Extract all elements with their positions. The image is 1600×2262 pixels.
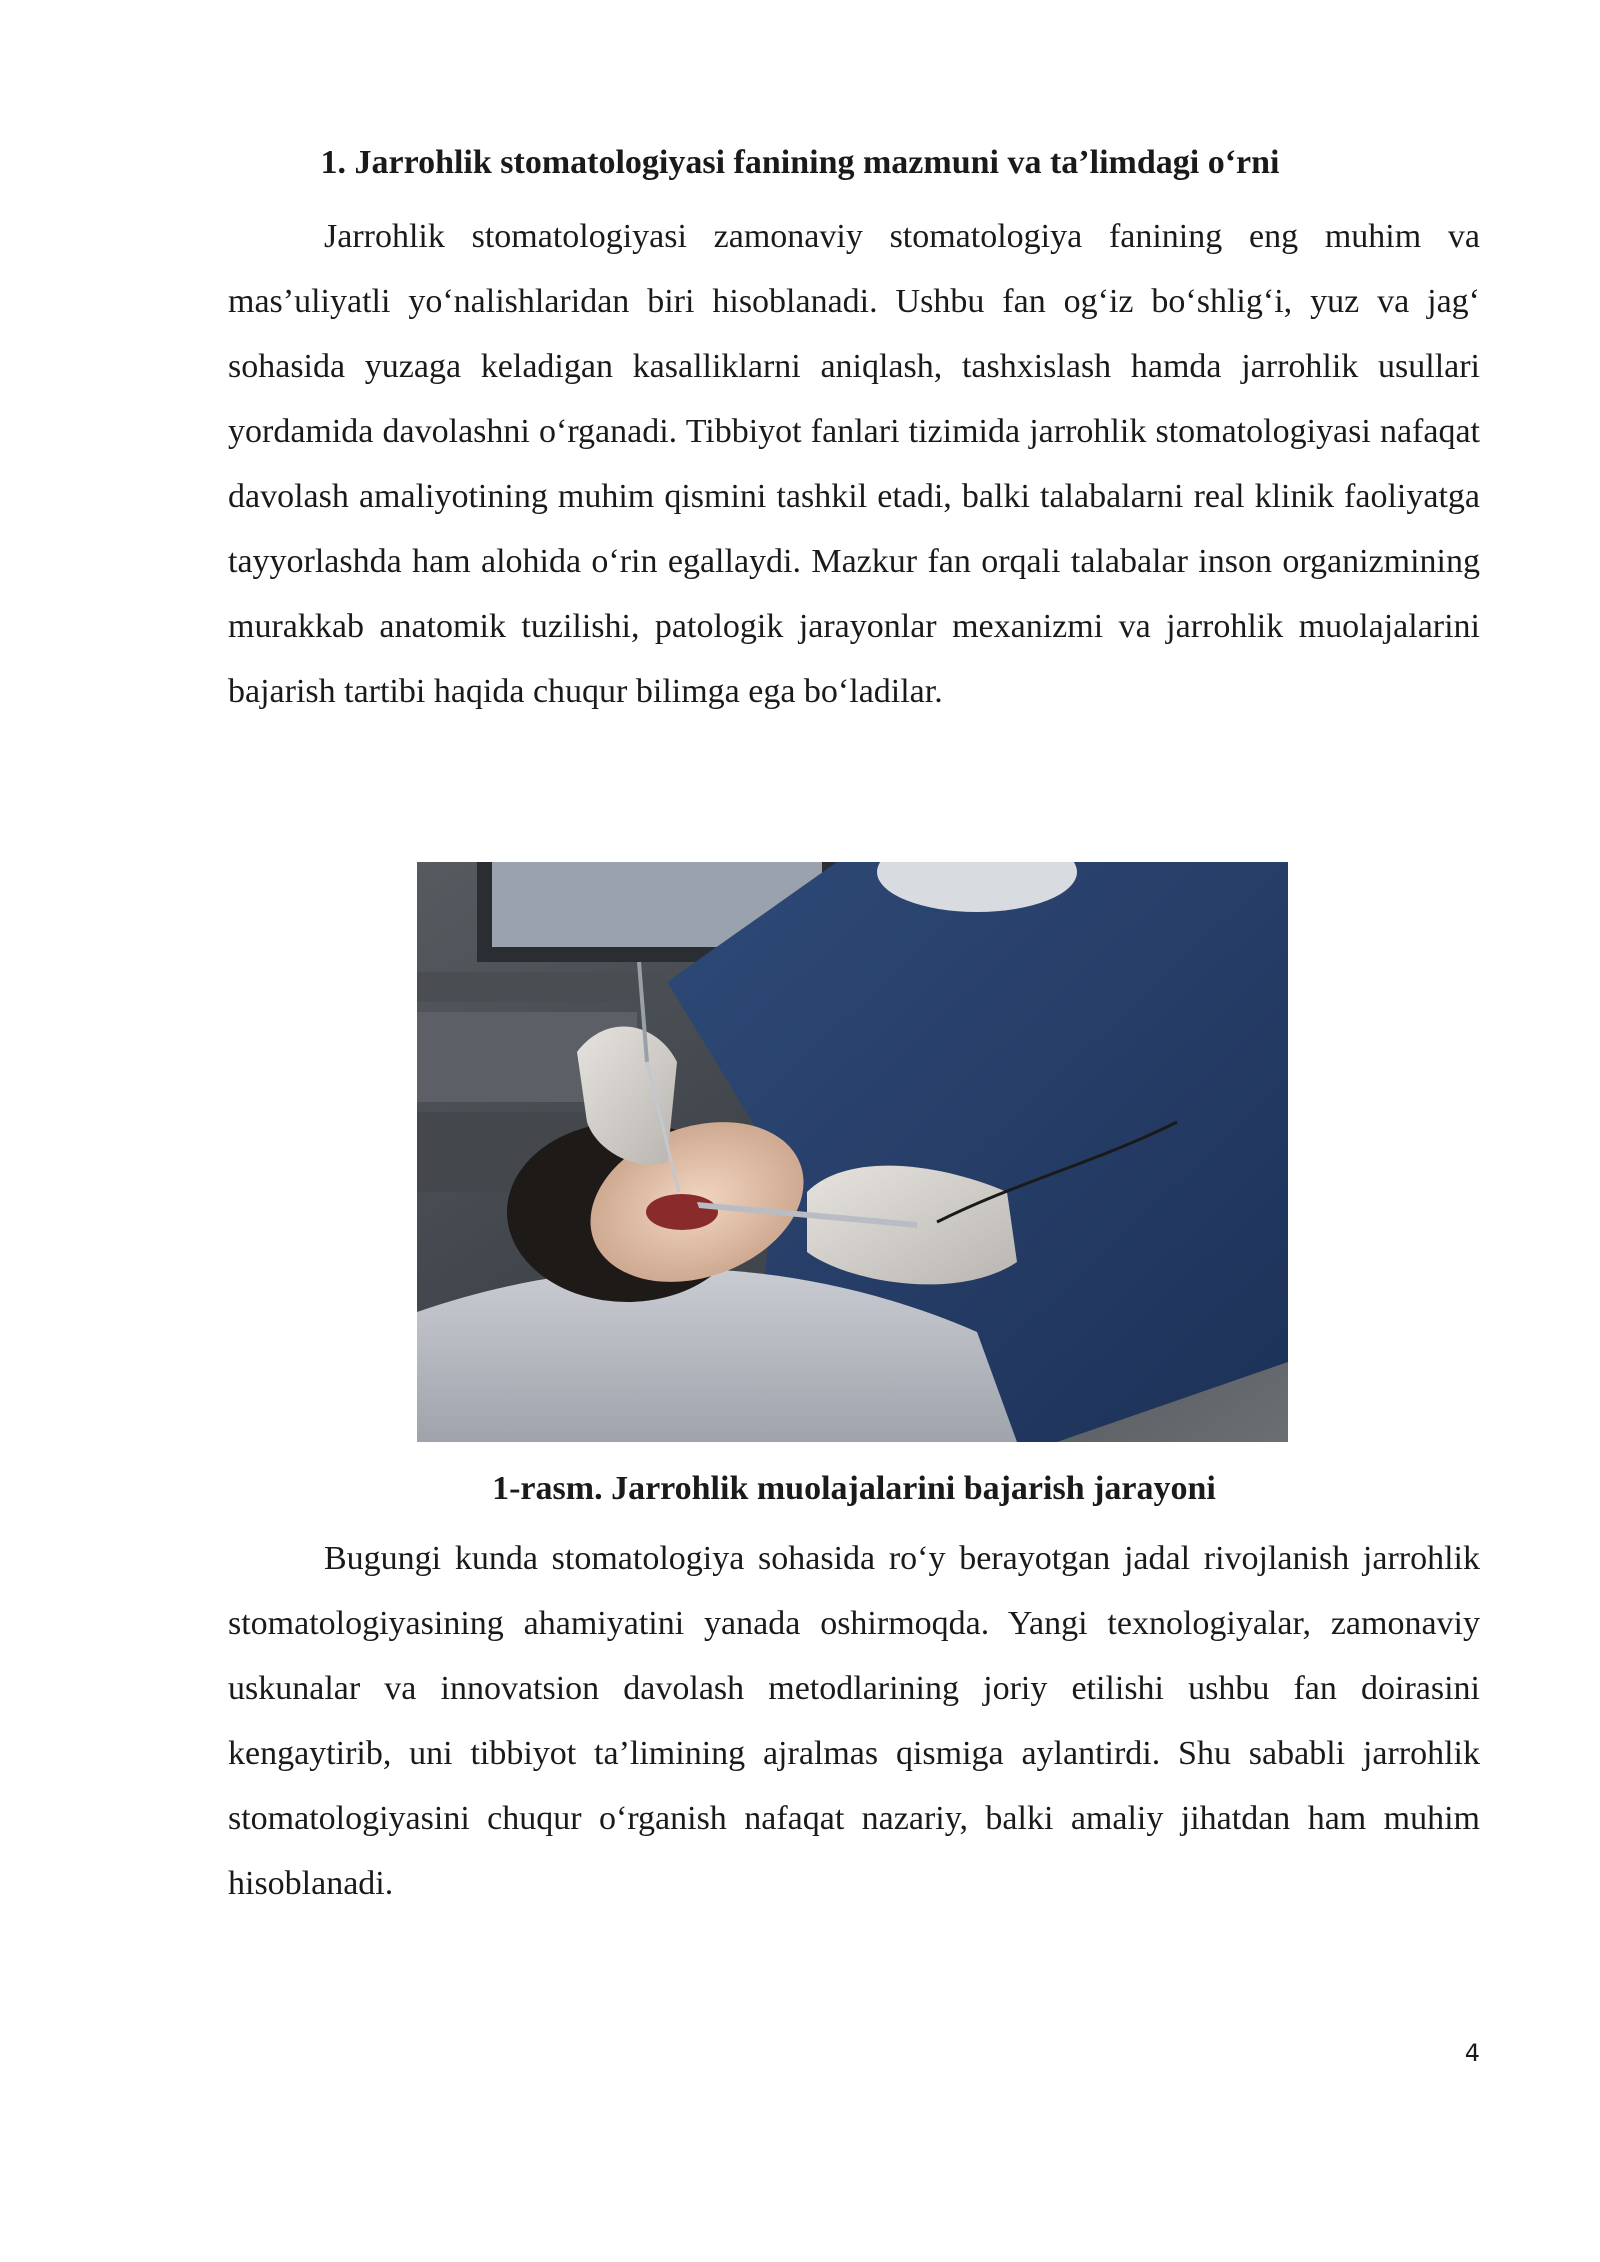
- page-number: 4: [1464, 2039, 1480, 2067]
- figure-caption: 1-rasm. Jarrohlik muolajalarini bajarish jarayoni: [492, 1470, 1216, 1507]
- figure-dental-surgery-photo: [417, 862, 1288, 1442]
- dental-surgery-photo-icon: [417, 862, 1288, 1442]
- paragraph-development: Bugungi kunda stomatologiya sohasida ro‘y berayotgan jadal rivojlanish jarrohlik stomatologiyasining ahamiyatini yanada oshirmoqda. Yangi texnologiyalar, zamonaviy uskunalar va innovatsion davolash metodlarining joriy etilishi ushbu fan doirasini kengaytirib, uni tibbiyot ta’limining ajralmas qismiga aylantirdi. Shu sababli jarrohlik stomatologiyasini chuqur o‘rganish nafaqat nazariy, balki amaliy jihatdan ham muhim hisoblanadi.: [228, 1540, 1480, 1902]
- section-heading: 1. Jarrohlik stomatologiyasi fanining mazmuni va ta’limdagi o‘rni: [320, 144, 1280, 181]
- paragraph-intro: Jarrohlik stomatologiyasi zamonaviy stomatologiya fanining eng muhim va mas’uliyatli yo‘nalishlaridan biri hisoblanadi. Ushbu fan og‘iz bo‘shlig‘i, yuz va jag‘ sohasida yuzaga keladigan kasalliklarni aniqlash, tashxislash hamda jarrohlik usullari yordamida davolashni o‘rganadi. Tibbiyot fanlari tizimida jarrohlik stomatologiyasi nafaqat davolash amaliyotining muhim qismini tashkil etadi, balki talabalarni real klinik faoliyatga tayyorlashda ham alohida o‘rin egallaydi. Mazkur fan orqali talabalar inson organizmining murakkab anatomik tuzilishi, patologik jarayonlar mexanizmi va jarrohlik muolajalarini bajarish tartibi haqida chuqur bilimga ega bo‘ladilar.: [228, 218, 1480, 710]
